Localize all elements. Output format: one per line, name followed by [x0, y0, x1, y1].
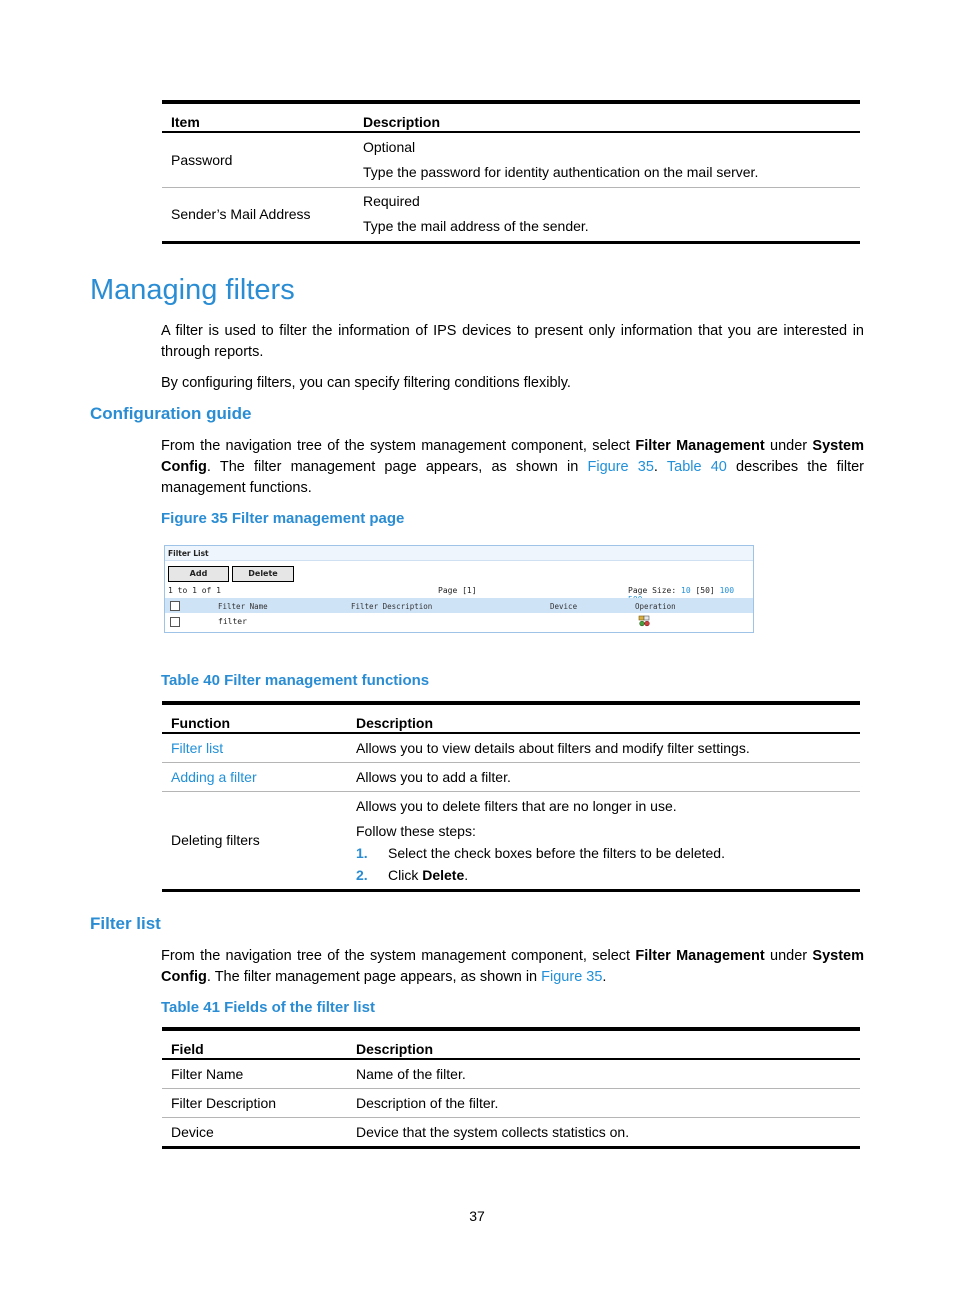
config-guide-paragraph: From the navigation tree of the system management component, select Filter Management under System Config. The filter management page appears, as shown in Figure 35. Table 40 describes the filter management functions.: [161, 438, 865, 496]
cell-line: Type the password for identity authentication on the mail server.: [363, 163, 759, 180]
table-cell-description: Description of the filter.: [347, 1088, 860, 1117]
adding-a-filter-link[interactable]: Adding a filter: [171, 768, 257, 785]
column-header-description: Description: [347, 703, 860, 733]
record-count: 1 to 1 of 1: [168, 586, 221, 595]
table-cell-item: Sender’s Mail Address: [162, 187, 354, 242]
table-cell-description: Allows you to add a filter.: [347, 762, 860, 791]
column-header-item: Item: [162, 102, 354, 132]
filter-functions-table: [162, 701, 860, 892]
step-text: Select the check boxes before the filters to be deleted.: [388, 844, 725, 861]
table-cell-description: Allows you to view details about filters and modify filter settings.: [347, 733, 860, 762]
page-size-label: Page Size:: [628, 586, 677, 595]
figure-caption: Figure 35 Filter management page: [161, 510, 405, 527]
table-cell-function: Deleting filters: [162, 791, 347, 890]
table-40-link[interactable]: Table 40: [666, 459, 727, 475]
filter-list-fields-table: [162, 1027, 860, 1149]
table-cell-description: [347, 791, 860, 890]
cell-line: Allows you to delete filters that are no longer in use.: [356, 797, 677, 814]
filter-list-link[interactable]: Filter list: [171, 739, 224, 756]
table-cell-description: [354, 132, 860, 187]
page-size-50: [50]: [695, 586, 715, 595]
cell-line: Type the mail address of the sender.: [363, 218, 589, 234]
page-size-100[interactable]: 100: [719, 586, 735, 595]
delete-button[interactable]: Delete: [232, 566, 294, 582]
table-cell-description: Device that the system collects statistics on.: [347, 1117, 860, 1147]
page-indicator: Page [1]: [438, 586, 477, 595]
column-device[interactable]: Device: [550, 602, 578, 611]
table-cell-function: [162, 733, 347, 762]
column-filter-name[interactable]: Filter Name: [218, 602, 268, 611]
table-cell-function: [162, 762, 347, 791]
intro-paragraph: A filter is used to filter the information of IPS devices to present only information that you are interested in through reports.: [161, 323, 864, 360]
filter-list-title-bar: [165, 546, 753, 561]
subsection-title-config-guide: Configuration guide: [90, 404, 252, 423]
cell-line: Follow these steps:: [356, 822, 476, 839]
column-operation: Operation: [635, 602, 676, 611]
select-all-checkbox[interactable]: [170, 601, 180, 611]
filter-list-paragraph: From the navigation tree of the system management component, select Filter Management under System Config. The filter management page appears, as shown in Figure 35.: [161, 948, 864, 985]
figure-35-link[interactable]: Figure 35: [541, 969, 603, 985]
page-number: 37: [469, 1208, 485, 1224]
step-text: Click Delete.: [388, 866, 469, 883]
row-checkbox[interactable]: [170, 617, 180, 627]
cell-line: Required: [363, 193, 420, 209]
table-40-caption: Table 40 Filter management functions: [161, 672, 430, 689]
mail-settings-table: [162, 100, 860, 244]
page-size-10[interactable]: 10: [681, 586, 691, 595]
cell-line: Optional: [363, 138, 416, 155]
filter-list-title: Filter List: [168, 549, 209, 558]
column-header-description: Description: [354, 102, 860, 132]
step-1: [356, 842, 852, 864]
step-2: [356, 864, 852, 886]
table-cell-field: Device: [162, 1117, 347, 1147]
section-title: Managing filters: [90, 274, 295, 306]
filter-management-screenshot: [164, 545, 754, 633]
table-cell-description: Name of the filter.: [347, 1059, 860, 1088]
edit-delete-icon[interactable]: [638, 615, 650, 627]
pagination-bar: [165, 585, 753, 597]
column-filter-description[interactable]: Filter Description: [351, 602, 433, 611]
table-cell-field: Filter Name: [162, 1059, 347, 1088]
column-header-field: Field: [162, 1029, 347, 1059]
add-button[interactable]: Add: [168, 566, 229, 582]
table-cell-item: Password: [162, 132, 354, 187]
step-number: 2.: [356, 866, 368, 883]
table-cell-description: [354, 187, 860, 242]
table-41-caption: Table 41 Fields of the filter list: [161, 999, 375, 1016]
figure-35-link[interactable]: Figure 35: [587, 459, 654, 475]
filter-name-cell: filter: [218, 617, 247, 626]
table-cell-field: Filter Description: [162, 1088, 347, 1117]
subsection-title-filter-list: Filter list: [90, 914, 161, 933]
column-header-function: Function: [162, 703, 347, 733]
column-header-description: Description: [347, 1029, 860, 1059]
step-number: 1.: [356, 844, 368, 861]
intro-paragraph-2: By configuring filters, you can specify filtering conditions flexibly.: [161, 375, 571, 391]
